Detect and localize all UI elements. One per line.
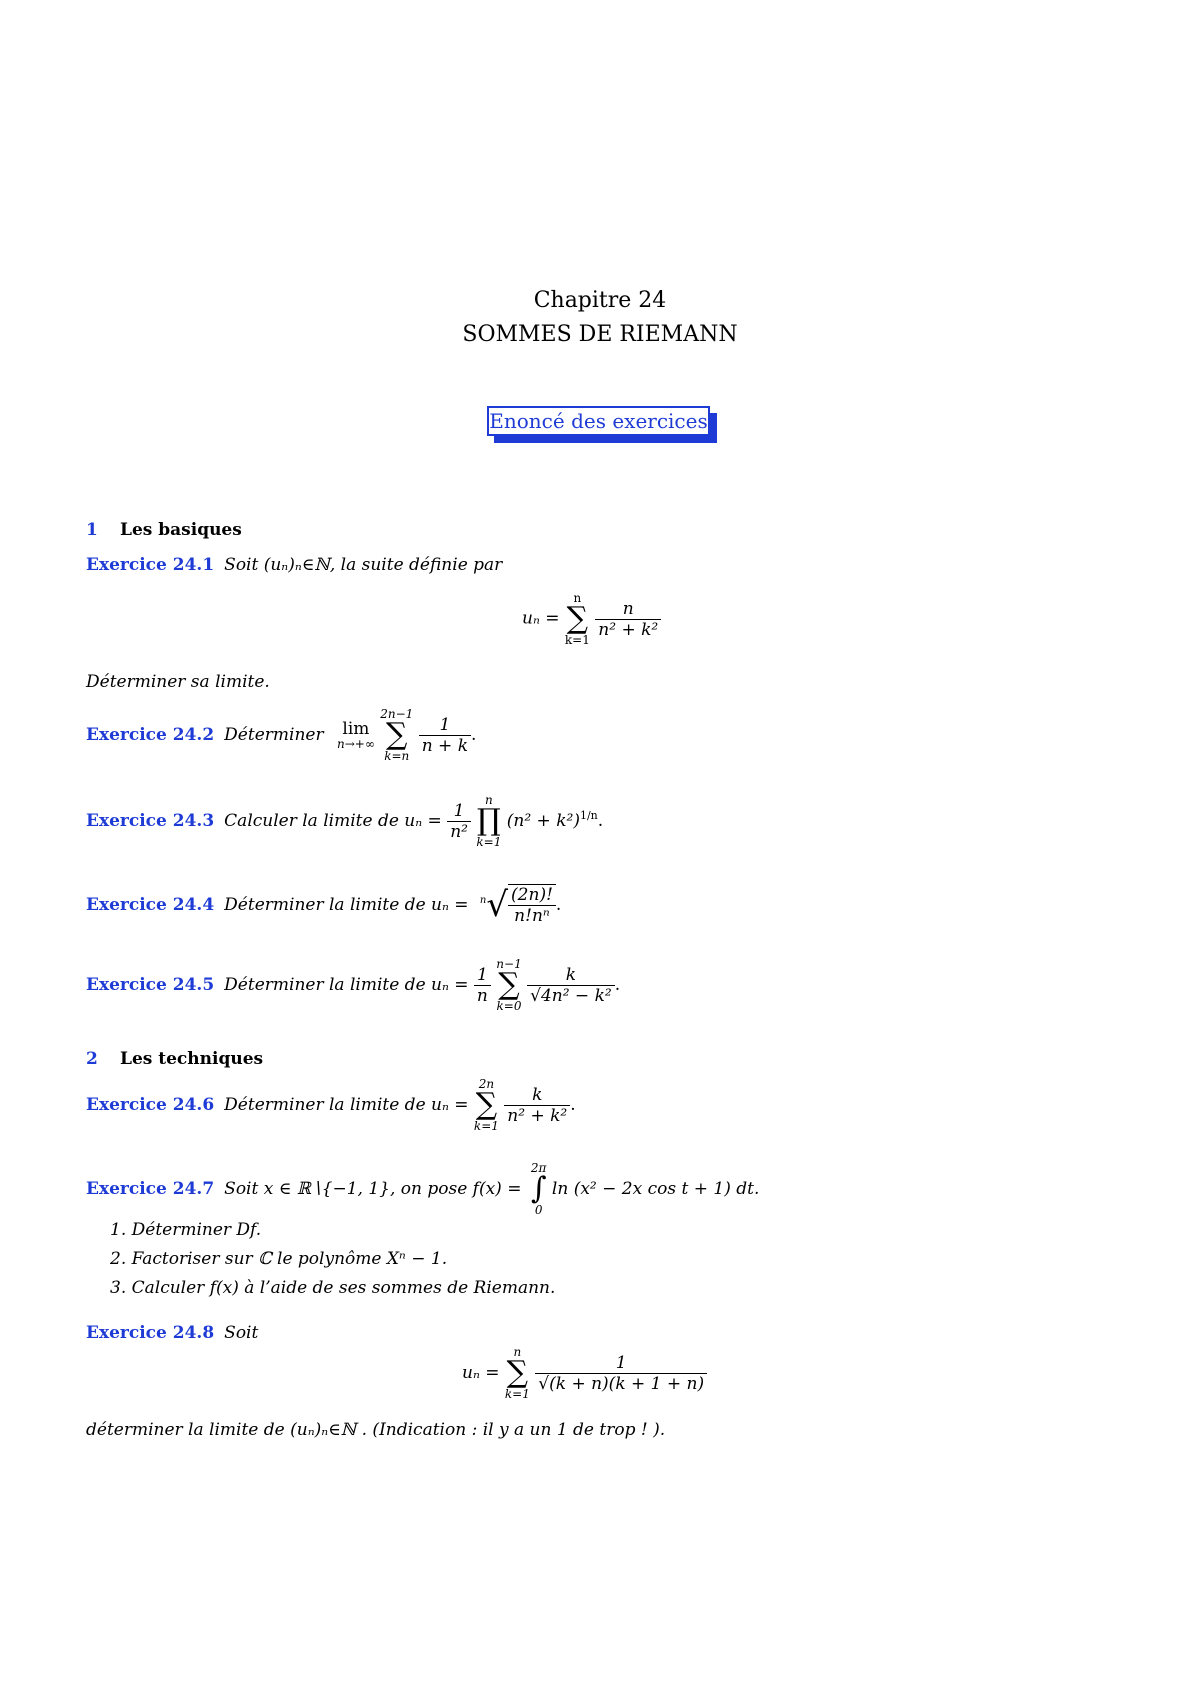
- chapter-number: Chapitre 24: [533, 288, 667, 313]
- exercise-text: Déterminer la limite de uₙ =: [224, 975, 469, 995]
- exercise-label: Exercice 24.3: [86, 811, 215, 831]
- fraction: $\frac{k}{\text{n² + k²}}$: [504, 1085, 570, 1126]
- exercise-label: Exercice 24.2: [86, 725, 215, 745]
- exercise-text: Déterminer: [224, 725, 324, 745]
- exercise-24-1-question: Déterminer sa limite.: [86, 672, 270, 692]
- exercise-24-7: [86, 1162, 759, 1216]
- exercise-label: Exercice 24.4: [86, 895, 215, 915]
- formula-lhs: uₙ =: [522, 608, 560, 629]
- sum-operator: 2n−1 ∑ k=n: [380, 707, 414, 763]
- section-heading-1: [86, 520, 242, 540]
- exercise-label: Exercice 24.5: [86, 975, 215, 995]
- exercise-label: Exercice 24.7: [86, 1179, 215, 1199]
- formula-24-1: [522, 592, 661, 646]
- section-title: Les techniques: [120, 1049, 264, 1069]
- product-operator: n ∏ k=1: [476, 793, 502, 849]
- exercise-text: Déterminer la limite de uₙ =: [224, 1095, 469, 1115]
- section-title: Les basiques: [120, 520, 242, 540]
- fraction-2: $\frac{k}{\text{√4n² − k²}}$: [527, 965, 615, 1006]
- period: .: [597, 811, 604, 831]
- period: .: [555, 895, 562, 915]
- root-index: n: [479, 894, 487, 906]
- integral-operator: 2π ∫ 0: [530, 1161, 547, 1217]
- exercise-label: Exercice 24.8: [86, 1323, 215, 1343]
- list-item: 3. Calculer f(x) à l’aide de ses sommes de Riemann.: [110, 1278, 556, 1298]
- sum-operator: 2n ∑ k=1: [473, 1077, 499, 1133]
- sum-operator: n ∑ k=1: [564, 591, 590, 647]
- integrand: ln (x² − 2x cos t + 1) dt.: [551, 1179, 760, 1199]
- exercise-24-1: [86, 555, 502, 575]
- exercise-label: Exercice 24.1: [86, 555, 215, 575]
- list-item: 2. Factoriser sur ℂ le polynôme Xⁿ − 1.: [110, 1249, 448, 1269]
- section-number: 1: [86, 520, 98, 540]
- formula-lhs: uₙ =: [462, 1363, 500, 1383]
- list-item: 1. Déterminer Df.: [110, 1220, 262, 1240]
- fraction: $\frac{1}{√(k + n)(k + 1 + n)}$: [535, 1353, 707, 1394]
- exercise-label: Exercice 24.6: [86, 1095, 215, 1115]
- exponent: 1/n: [579, 808, 598, 822]
- section-number: 2: [86, 1049, 98, 1069]
- exercise-statement-tag: [487, 406, 717, 440]
- exercise-24-3: [86, 794, 603, 848]
- exercise-24-8: [86, 1323, 258, 1343]
- fraction: $\frac{(2n)!}{\text{n!nⁿ}}$: [508, 884, 556, 926]
- section-heading-2: [86, 1049, 263, 1069]
- exercise-24-2: [86, 708, 476, 762]
- fraction: $\frac{1}{\text{n²}}$: [447, 801, 471, 842]
- fraction: $\frac{1}{n}$: [474, 965, 491, 1006]
- period: .: [614, 975, 621, 995]
- sum-operator: n ∑ k=1: [504, 1345, 530, 1401]
- chapter-title: SOMMES DE RIEMANN: [462, 322, 738, 347]
- product-body: (n² + k²): [506, 811, 580, 831]
- exercise-24-4: [86, 884, 561, 926]
- exercise-text: Déterminer la limite de uₙ =: [224, 895, 469, 915]
- exercise-24-5: [86, 958, 620, 1012]
- fraction: $\frac{n}{\text{n² + k²}}$: [595, 599, 661, 640]
- exercise-24-8-question: déterminer la limite de (uₙ)ₙ∈ℕ . (Indication : il y a un 1 de trop ! ).: [86, 1420, 666, 1440]
- fraction: $\frac{1}{n + k}$: [419, 715, 471, 756]
- radical-sign: √: [486, 885, 509, 925]
- period: .: [471, 725, 477, 745]
- sum-operator: n−1 ∑ k=0: [496, 957, 522, 1013]
- exercise-text: Soit (uₙ)ₙ∈ℕ, la suite définie par: [224, 555, 503, 575]
- exercise-24-6: [86, 1078, 576, 1132]
- tag-label: Enoncé des exercices: [487, 406, 710, 436]
- period: .: [570, 1095, 576, 1115]
- exercise-text: Calculer la limite de uₙ =: [224, 811, 442, 831]
- formula-24-8: [462, 1346, 707, 1400]
- limit-operator: lim n→+∞: [336, 718, 375, 751]
- exercise-text: Soit: [224, 1323, 259, 1343]
- exercise-text: Soit x ∈ ℝ∖{−1, 1}, on pose f(x) =: [224, 1179, 522, 1199]
